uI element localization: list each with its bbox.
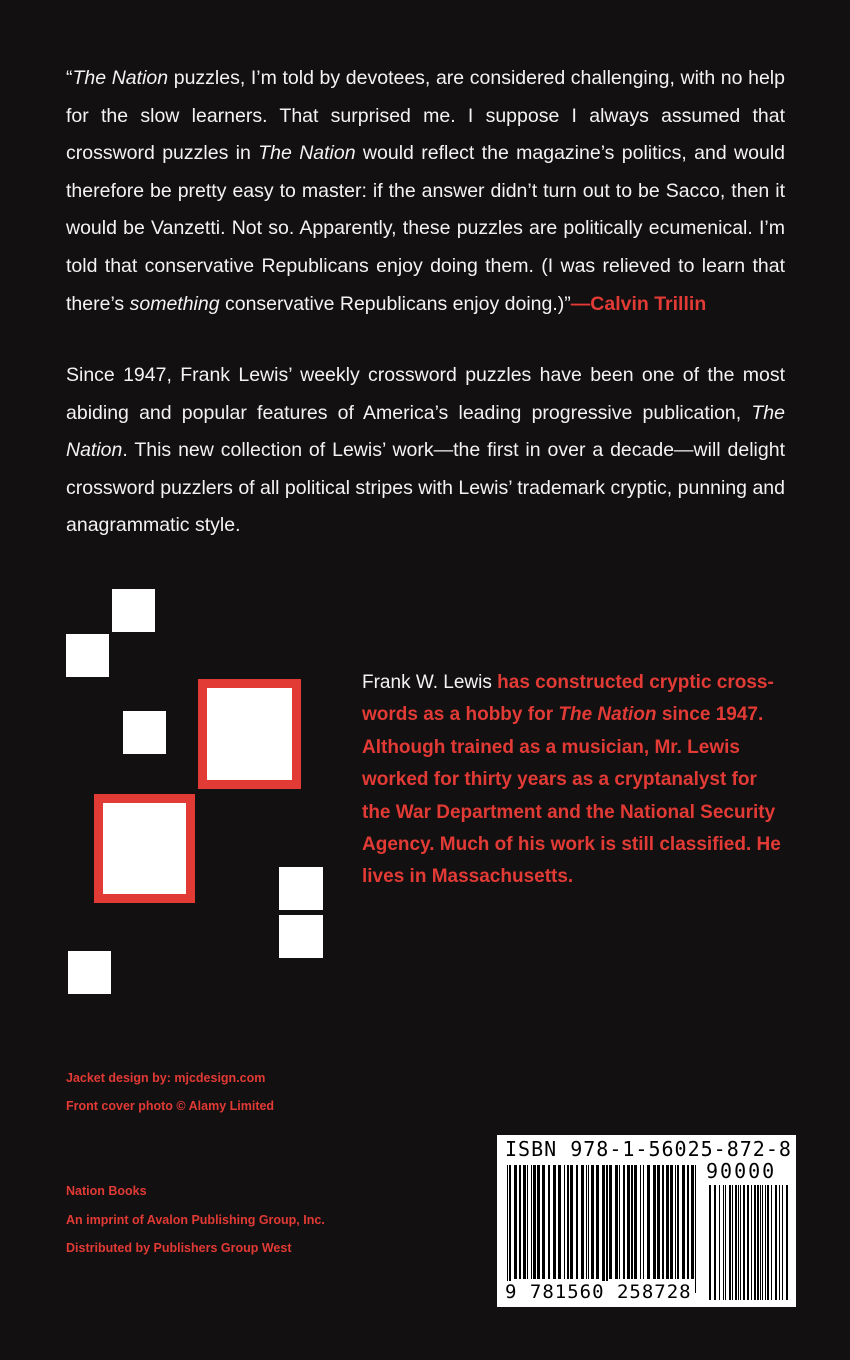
quote-text-3: conservative Republicans enjoy doing.)” [219,292,571,315]
book-description [66,357,785,545]
barcode-bar [735,1185,737,1300]
barcode-bar [586,1165,587,1279]
barcode-bar [695,1165,696,1293]
barcode-bar [558,1165,561,1279]
crossword-square [279,867,323,910]
crossword-square-highlighted [198,679,301,789]
barcode-bar [581,1165,584,1279]
quote-publication-title-2: The Nation [258,142,356,165]
barcode-bar [732,1185,733,1300]
barcode-bar [719,1185,720,1300]
barcode-bar [662,1165,664,1279]
barcode-bar [553,1165,556,1279]
price-code: 90000 [706,1159,777,1183]
endorsement-quote [66,60,785,323]
quote-emphasis: something [129,292,220,315]
barcode-bar [591,1165,594,1279]
author-bio-publication-title: The Nation [558,704,657,726]
barcode-bar [740,1185,741,1300]
barcode-bar [729,1185,731,1300]
author-bio-text-1: has constructed cryptic cross-words as a hobby for [362,672,774,726]
barcode-bar [682,1165,685,1279]
barcode-bar [548,1165,550,1279]
description-text-2: . This new collection of Lewis’ work—the first in over a decade—will delight crossword puzzlers of all political stripes with Lewis’ trademark cryptic, punning and anagrammatic style. [66,439,785,537]
crossword-square [66,634,109,677]
barcode-bar [762,1185,763,1300]
barcode-bar [640,1165,641,1279]
barcode-bar [576,1165,578,1279]
barcode-bar [634,1165,637,1279]
barcode-bar [751,1185,752,1300]
barcode-bar [765,1185,766,1300]
publisher-parent: An imprint of Avalon Publishing Group, Inc. [66,1213,325,1227]
barcode-bar [738,1185,739,1300]
barcode-bar [519,1165,521,1279]
barcode-bar [677,1165,679,1279]
barcode-bar [657,1165,660,1279]
barcode-bar [747,1185,749,1300]
barcode-bar [666,1165,669,1279]
isbn-barcode [497,1135,796,1307]
barcode-bar [775,1185,777,1300]
isbn-label: ISBN 978-1-56025-872-8 [505,1137,792,1161]
barcode-bar [771,1185,772,1300]
barcode-bar [754,1185,756,1300]
barcode-bar [767,1185,769,1300]
author-bio [362,667,782,894]
barcode-bar [588,1165,589,1279]
barcode-bar [623,1165,625,1279]
publisher-distributor: Distributed by Publishers Group West [66,1241,292,1255]
quote-publication-title: The Nation [72,67,169,89]
barcode-bar [631,1165,633,1279]
author-name: Frank W. Lewis [362,672,492,693]
barcode-bar [514,1165,517,1279]
quote-open-mark: “ [66,67,73,89]
barcode-bar [609,1165,612,1279]
barcode-bar [602,1165,605,1293]
barcode-bar [531,1165,532,1279]
barcode-bar [527,1165,528,1279]
publisher-imprint: Nation Books [66,1184,147,1198]
barcode-bar [627,1165,630,1279]
cover-photo-credit: Front cover photo © Alamy Limited [66,1099,275,1113]
barcode-bar [675,1165,676,1279]
barcode-bar [653,1165,656,1279]
quote-text-2: would reflect the magazine’s politics, and would therefore be pretty easy to master: if the answer didn’t turn out to be Sacco, then it would be Vanzetti. Not so. Apparently, these puzzles are politically ecumenical. I’m told that conservative Republicans enjoy doing them. (I was relieved to learn that there’s [66,142,786,315]
barcode-bar [670,1165,673,1279]
crossword-square-highlighted [94,794,195,903]
quote-attribution: —Calvin Trillin [570,292,707,315]
barcode-bar [537,1165,540,1279]
barcode-bar [743,1185,745,1300]
barcode-bar [687,1165,689,1279]
jacket-design-credit: Jacket design by: mjcdesign.com [66,1071,266,1085]
author-bio-text-2: since 1947. Although trained as a musician, Mr. Lewis worked for thirty years as a cryptanalyst for the War Department and the National Security Agency. Much of his work is still classified. He lives in Massachusetts. [362,704,781,888]
crossword-square [279,915,323,958]
barcode-bar [596,1165,599,1279]
barcode-bar [757,1185,759,1300]
crossword-square [68,951,111,994]
barcode-bar [564,1165,565,1279]
barcode-bar [507,1165,508,1293]
barcode-bar [786,1185,788,1300]
barcode-bar [606,1165,608,1293]
barcode-bar [647,1165,650,1279]
barcode-bar [619,1165,620,1279]
barcode-bar [782,1185,783,1300]
barcode-bar [725,1185,726,1300]
barcode-bar [714,1185,716,1300]
barcode-bar [615,1165,618,1279]
ean-digits: 9 781560 258728 [505,1281,692,1303]
barcode-bar [533,1165,536,1279]
barcode-bar [509,1165,511,1293]
barcode-bar [760,1185,761,1300]
barcode-bar [570,1165,573,1279]
crossword-square [123,711,166,754]
crossword-square [112,589,155,632]
barcode-bar [691,1165,694,1279]
barcode-bar [643,1165,644,1279]
quote-text-1: puzzles, I’m told by devotees, are considered challenging, with no help for the slow learners. That surprised me. I suppose I always assumed that crossword puzzles in [66,67,785,165]
description-text-1: Since 1947, Frank Lewis’ weekly crossword puzzles have been one of the most abiding and popular features of America’s leading progressive publication, [66,364,785,424]
barcode-bar [709,1185,711,1300]
barcode-bar [723,1185,724,1300]
barcode-bar [779,1185,780,1300]
barcode-bar [542,1165,545,1279]
barcode-bar [523,1165,526,1279]
description-publication-title: The Nation [66,401,785,462]
barcode-bar [567,1165,569,1279]
